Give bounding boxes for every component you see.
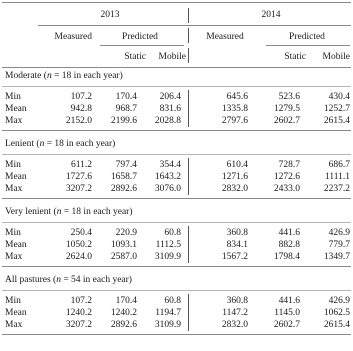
section-title [5,71,123,82]
year-divider [188,90,189,127]
table-cell: 170.4 [115,296,137,306]
section-n-symbol: n [56,275,61,285]
table-cell: 610.4 [226,160,248,170]
section-bottom-rule [2,198,351,199]
row-label: Mean [5,308,27,318]
table-cell: 1798.4 [273,252,300,262]
table-cell: 645.6 [226,92,248,102]
row-label: Min [5,160,21,170]
section-rule [2,154,351,155]
section-title-prefix: All pastures ( [5,275,57,285]
header-mobile-2014: Mobile [322,52,350,62]
section-rule [2,222,351,223]
section-title [5,275,132,286]
year-divider [188,294,189,331]
table-cell: 1727.6 [65,172,92,182]
table-cell: 441.6 [278,296,300,306]
table-cell: 2832.0 [221,320,248,330]
header-measured-2013: Measured [54,32,92,42]
static-divider [188,48,189,63]
row-label: Min [5,228,21,238]
table-top-rule [2,2,351,3]
header-mobile-2013: Mobile [158,52,186,62]
table-cell: 1112.5 [155,240,181,250]
section-rule [2,86,351,87]
year-divider [188,158,189,195]
table-cell: 1111.1 [324,172,350,182]
table-cell: 107.2 [70,296,92,306]
table-cell: 834.1 [226,240,248,250]
section-bottom-rule [2,130,351,131]
table-cell: 1147.2 [222,308,248,318]
table-cell: 250.4 [70,228,92,238]
table-cell: 968.7 [115,104,137,114]
section-title [5,139,115,150]
section-title-prefix: Moderate ( [5,71,47,81]
table-cell: 1240.2 [110,308,137,318]
table-cell: 1643.2 [154,172,181,182]
table-cell: 3109.9 [154,252,181,262]
table-cell: 2615.4 [323,116,350,126]
table-cell: 2237.2 [323,184,350,194]
section-title-suffix: = 18 in each year) [61,207,133,217]
table-cell: 1252.7 [323,104,350,114]
table-cell: 2624.0 [65,252,92,262]
table-cell: 360.8 [226,296,248,306]
header-static-2013: Static [124,52,146,62]
table-cell: 1050.2 [65,240,92,250]
table-cell: 60.8 [164,296,181,306]
table-cell: 1567.2 [221,252,248,262]
table-cell: 206.4 [159,92,181,102]
year-underline-rule [38,25,351,26]
table-cell: 430.4 [328,92,350,102]
row-label: Max [5,184,23,194]
row-label: Mean [5,172,27,182]
table-cell: 1271.6 [221,172,248,182]
header-static-2014: Static [284,52,306,62]
header-bottom-rule [2,67,351,68]
header-predicted-2014: Predicted [289,32,325,42]
row-label: Max [5,320,23,330]
header-year-2014: 2014 [261,10,281,20]
table-cell: 220.9 [115,228,137,238]
section-n-symbol: n [56,207,62,217]
section-n-symbol: n [46,71,52,81]
table-cell: 360.8 [226,228,248,238]
table-cell: 2615.4 [323,320,350,330]
table-cell: 441.6 [278,228,300,238]
table-cell: 1349.7 [323,252,350,262]
table-cell: 797.4 [115,160,137,170]
table-cell: 3076.0 [154,184,181,194]
row-label: Max [5,116,23,126]
table-cell: 1279.5 [273,104,300,114]
table-cell: 2152.0 [65,116,92,126]
table-cell: 686.7 [328,160,350,170]
table-cell: 779.7 [328,240,350,250]
table-cell: 60.8 [164,228,181,238]
measured-divider [188,28,189,43]
table-cell: 170.4 [115,92,137,102]
table-cell: 1272.6 [273,172,300,182]
row-label: Min [5,92,21,102]
table-cell: 426.9 [328,228,350,238]
year-divider [188,226,189,263]
section-title-suffix: = 18 in each year) [51,71,123,81]
table-cell: 1093.1 [110,240,137,250]
table-cell: 354.4 [159,160,181,170]
table-cell: 2892.6 [110,320,137,330]
table-cell: 2587.0 [110,252,137,262]
table-cell: 728.7 [278,160,300,170]
section-title-suffix: = 54 in each year) [60,275,132,285]
section-title-suffix: = 18 in each year) [44,139,116,149]
row-label: Min [5,296,21,306]
table-cell: 1194.7 [155,308,181,318]
section-title-prefix: Very lenient ( [5,207,57,217]
year-divider [188,8,189,23]
table-cell: 107.2 [70,92,92,102]
section-rule [2,290,351,291]
header-year-2013: 2013 [100,10,120,20]
table-cell: 2028.8 [154,116,181,126]
header-measured-2014: Measured [206,32,244,42]
table-cell: 1145.0 [274,308,300,318]
table-cell: 2892.6 [110,184,137,194]
table-cell: 2832.0 [221,184,248,194]
header-predicted-2013: Predicted [122,32,158,42]
predicted-underline-2013 [100,45,184,46]
table-cell: 1335.8 [221,104,248,114]
section-bottom-rule [2,334,351,335]
table-cell: 3207.2 [65,320,92,330]
section-title [5,207,133,218]
table-cell: 1240.2 [65,308,92,318]
table-cell: 2199.6 [110,116,137,126]
table-cell: 426.9 [328,296,350,306]
table-cell: 831.6 [159,104,181,114]
section-title-prefix: Lenient ( [5,139,40,149]
table-cell: 523.6 [278,92,300,102]
table-cell: 2602.7 [273,320,300,330]
table-cell: 611.2 [70,160,92,170]
table-cell: 882.8 [278,240,300,250]
table-cell: 3207.2 [65,184,92,194]
row-label: Mean [5,240,27,250]
table-cell: 2602.7 [273,116,300,126]
predicted-underline-2014 [266,45,350,46]
row-label: Mean [5,104,27,114]
section-n-symbol: n [39,139,45,149]
table-cell: 942.8 [70,104,92,114]
table-cell: 3109.9 [154,320,181,330]
table-cell: 2433.0 [273,184,300,194]
table-cell: 1658.7 [110,172,137,182]
table-cell: 1062.5 [323,308,350,318]
row-label: Max [5,252,23,262]
table-cell: 2797.6 [221,116,248,126]
section-bottom-rule [2,266,351,267]
